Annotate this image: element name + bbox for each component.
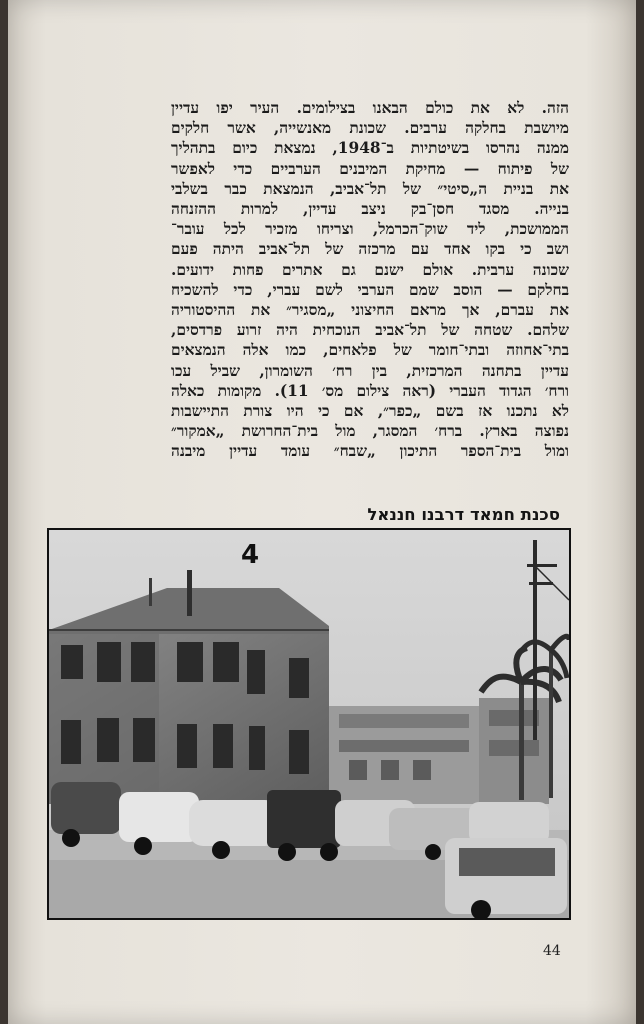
text-line: של פיתוח — מחיקת המיבנים הערביים כדי לאפשר <box>171 159 569 178</box>
text-line: שלהם. שטחה של תל־אביב הנוכחית היה זרוע פרדסים, <box>171 321 569 340</box>
text-line: עדיין בתחנה המרכזית, בין רח׳ השומרון, שביל עכו <box>171 361 569 380</box>
photo-icon <box>49 530 569 918</box>
text-line: בחלקם — הוסב שמם הערבי לשם עברי, כדי להשכיח <box>171 280 569 299</box>
text-line: בנייה. מסגד חסן־בק ניצב עדיין, למרות ההזנחה <box>171 200 569 219</box>
text-line: נפוצה בארץ. ברח׳ המסגר, מול בית־החרושת „אמקור״ <box>171 422 569 441</box>
text-line: בתי־אחוזה ובתי־חומר של פלאחים, כמו אלה הנמצאים <box>171 341 569 360</box>
page-number: 44 <box>543 943 561 959</box>
text-line: שכונה ערבית. אולם ישנם גם אתרים פחות ידועים. <box>171 260 569 279</box>
text-line: מיושבת בחלקה ערבים. שכונת מאנשייה, אשר חלקים <box>171 119 569 138</box>
photo-number: 4 <box>241 540 260 570</box>
text-line: את בניית ה„סיטי״ של תל־אביב, הנמצאת כבר בשלבי <box>171 179 569 198</box>
photo-caption: סכנת חמאד דרבנו חננאל <box>367 505 560 524</box>
body-text <box>171 98 569 462</box>
text-line: את עברם, אך מראם החיצוני „מסגיר״ את ההיסטוריה <box>171 301 569 320</box>
text-line: הזה. לא את כולם הבאנו בצילומים. העיר יפו עדיין <box>171 99 569 117</box>
book-page <box>8 0 636 1024</box>
text-line: לא נתכנו אז בשם „כפר״, אם כי היו צורת התיישבות <box>171 402 569 421</box>
text-line: ממנה נהרסו בשיטתיות ב־1948, נמצאת כיום בתהליך <box>171 139 569 158</box>
text-line: הממושכת, ליד שוק־הכרמל, וצריחו מזכיר לכל עובר־ <box>171 220 569 239</box>
photograph <box>47 528 571 920</box>
text-line: ומול בית־הספר התיכון „שבח״ עומד עדיין מיבנה <box>171 442 569 461</box>
text-line: ורח׳ הגדוד העברי (ראה צילום מס׳ 11). מקומות כאלה <box>171 381 569 400</box>
text-line: ושב כי בקו אחד עם מרכזה של תל־אביב היתה פעם <box>171 240 569 259</box>
